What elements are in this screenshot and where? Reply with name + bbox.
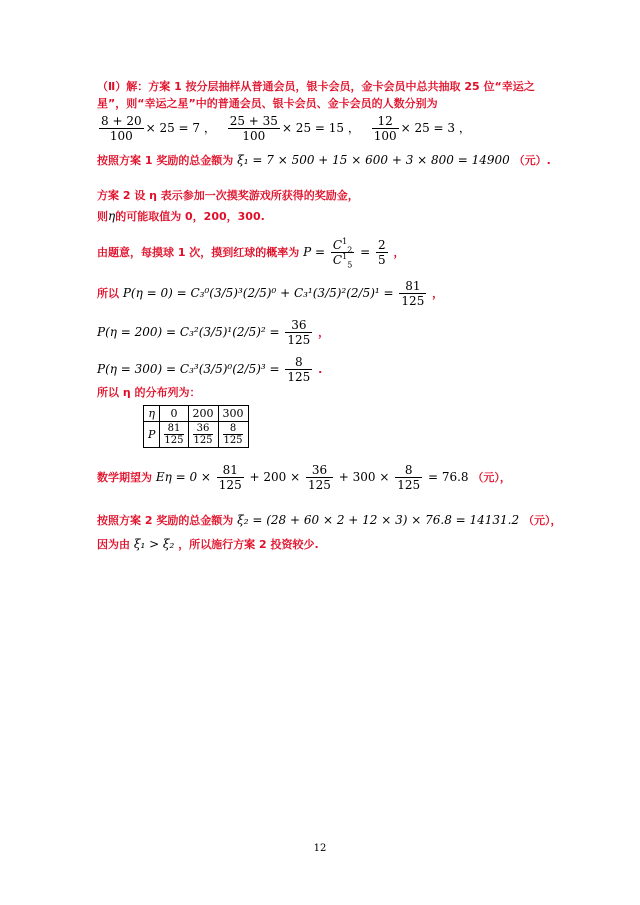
distribution-label: 所以 η 的分布列为： [97, 386, 201, 399]
p0-expr: C₃⁰(3/5)³(2/5)⁰ + C₃¹(3/5)²(2/5)¹ = [190, 286, 394, 300]
plan2-line2-values: 的可能取值为 0，200，300. [115, 210, 265, 223]
p300-end: . [318, 363, 323, 376]
p0-lhs: P(η = 0) = [122, 286, 187, 300]
prob-equals: = [360, 245, 371, 259]
prob-lhs: P = [303, 245, 326, 259]
p0-end: ， [432, 287, 444, 300]
expectation-line [97, 463, 511, 492]
plan2-total-expr: ξ₂ = (28 + 60 × 2 + 12 × 3) × 76.8 = 14131.2 [237, 513, 520, 527]
part2-line1: （Ⅱ）解：方案 1 按分层抽样从普通会员，银卡会员，金卡会员中总共抽取 25 位“幸运之 [97, 80, 535, 93]
plan1-total-expr: ξ₁ = 7 × 500 + 15 × 600 + 3 × 800 = 14900 [237, 153, 510, 167]
plan2-line1: 方案 2 设 η 表示参加一次摸奖游戏所获得的奖励金， [97, 189, 359, 202]
fraction-silver-result: × 25 = 15 ， [281, 121, 360, 135]
p300-lhs: P(η = 300) = [97, 362, 177, 376]
prob-line [97, 237, 405, 270]
table-header-eta: η [144, 406, 160, 422]
p300-line [97, 355, 322, 384]
part2-line2: 星”，则“幸运之星”中的普通会员、银卡会员、金卡会员的人数分别为 [97, 97, 438, 110]
table-row [144, 422, 249, 448]
p300-expr: C₃³(3/5)⁰(2/5)³ = [179, 362, 280, 376]
eta-symbol: η [108, 209, 116, 223]
sampling-fractions [97, 114, 471, 143]
prob-end: ， [393, 246, 405, 259]
p300-result: $\frac{8}{125}$ [287, 355, 311, 384]
p200-end: ， [318, 326, 330, 339]
table-cell: 200 [188, 406, 218, 422]
p200-expr: C₃²(3/5)¹(2/5)² = [179, 325, 280, 339]
expectation-term1: $\frac{81}{125}$ [218, 463, 242, 492]
conclusion-prefix: 因为由 [97, 538, 130, 551]
table-cell: 300 [218, 406, 248, 422]
table-cell: $\frac{36}{125}$ [188, 422, 218, 448]
plan1-total-label: 按照方案 1 奖励的总金额为 [97, 154, 234, 167]
table-header-p: P [144, 422, 160, 448]
expectation-unit: （元）， [472, 471, 511, 484]
table-cell: 0 [160, 406, 188, 422]
p200-result: $\frac{36}{125}$ [287, 318, 311, 347]
plan2-total-unit: （元）， [522, 514, 562, 527]
prob-label: 由题意，每摸球 1 次，摸到红球的概率为 [97, 246, 300, 259]
prob-combination-fraction: $\frac{C^1_2}{C^1_5}$ [332, 237, 353, 270]
fraction-silver: $\frac{25 + 35}{100}$ [229, 114, 278, 143]
distribution-table [143, 405, 249, 448]
fraction-gold: $\frac{12}{100}$ [373, 114, 397, 143]
expectation-result: = 76.8 [427, 470, 469, 484]
conclusion-comparison: ξ₁ > ξ₂ [133, 537, 175, 551]
table-row [144, 406, 249, 422]
plan2-line2-prefix: 则 [97, 210, 108, 223]
expectation-plus1: + 200 × [249, 470, 301, 484]
expectation-plus2: + 300 × [338, 470, 390, 484]
plan1-total-unit: （元）. [513, 154, 551, 167]
table-cell: $\frac{8}{125}$ [218, 422, 248, 448]
p0-line [97, 279, 443, 308]
plan2-total-label: 按照方案 2 奖励的总金额为 [97, 514, 234, 527]
expectation-label: 数学期望为 [97, 471, 152, 484]
p200-lhs: P(η = 200) = [97, 325, 177, 339]
p200-line [97, 318, 329, 347]
fraction-gold-result: × 25 = 3 ， [400, 121, 471, 135]
conclusion-text: ，所以施行方案 2 投资较少. [178, 538, 319, 551]
page-number: 12 [313, 843, 327, 854]
p0-result: $\frac{81}{125}$ [401, 279, 425, 308]
conclusion-line [97, 536, 319, 553]
fraction-ordinary-result: × 25 = 7 ， [145, 121, 216, 135]
expectation-term2: $\frac{36}{125}$ [308, 463, 331, 492]
expectation-term3: $\frac{8}{125}$ [397, 463, 421, 492]
expectation-lhs: Eη = 0 × [155, 470, 211, 484]
plan2-line2 [97, 208, 265, 225]
p0-label: 所以 [97, 287, 119, 300]
plan1-total-line [97, 152, 551, 169]
fraction-ordinary: $\frac{8 + 20}{100}$ [101, 114, 142, 143]
prob-value-fraction: $\frac{2}{5}$ [378, 238, 386, 267]
plan2-total-line [97, 512, 561, 529]
table-cell: $\frac{81}{125}$ [160, 422, 188, 448]
